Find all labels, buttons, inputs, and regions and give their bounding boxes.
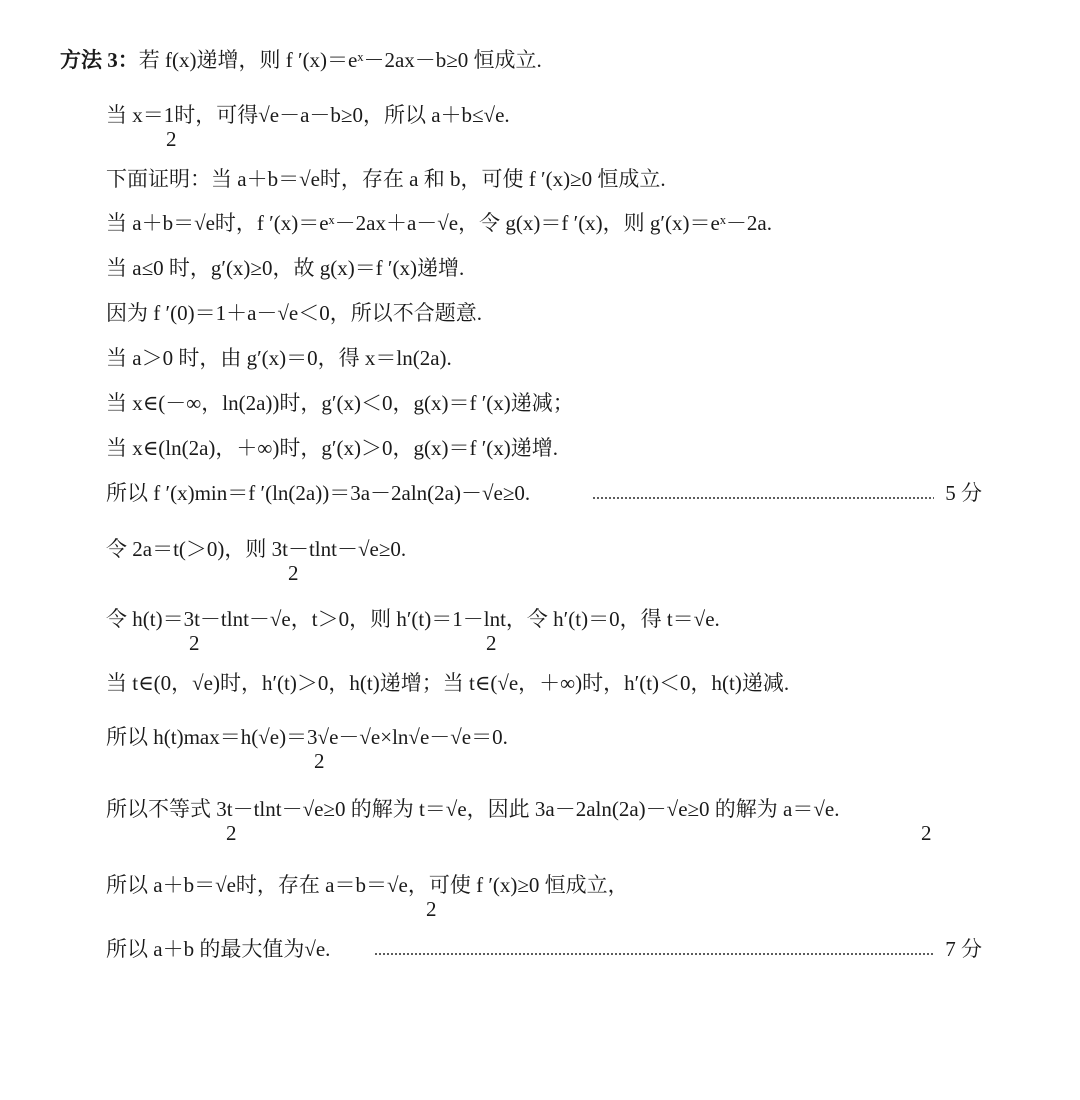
solution-line-15: 所以 a＋b＝√e时，存在 a＝b＝√e，可使 f ′(x)≥0 恒成立， [106,873,629,897]
score-points: 7 分 [945,937,982,961]
fraction-denominator: 2 [314,749,325,773]
method-statement: 若 f(x)递增，则 f ′(x)＝eˣ－2ax－b≥0 恒成立. [138,48,542,72]
leader-dots [374,953,934,955]
fraction-denominator: 2 [288,561,299,585]
leader-dots [592,497,934,499]
solution-line-3: 当 a＋b＝√e时，f ′(x)＝eˣ－2ax＋a－√e，令 g(x)＝f ′(x)，则 g′(x)＝eˣ－2a. [106,211,772,235]
fraction-denominator: 2 [189,631,200,655]
score-points: 5 分 [945,481,982,505]
solution-line-2: 下面证明：当 a＋b＝√e时，存在 a 和 b，可使 f ′(x)≥0 恒成立. [106,167,666,191]
solution-line-14: 所以不等式 3t－tlnt－√e≥0 的解为 t＝√e，因此 3a－2aln(2a)－√e≥0 的解为 a＝√e. [106,797,840,821]
solution-line-12: 当 t∈(0，√e)时，h′(t)＞0，h(t)递增；当 t∈(√e，＋∞)时，h′(t)＜0，h(t)递减. [106,671,790,695]
solution-line-11: 令 h(t)＝3t－tlnt－√e，t＞0，则 h′(t)＝1－lnt，令 h′(t)＝0，得 t＝√e. [106,607,720,631]
fraction-denominator: 2 [921,821,932,845]
solution-line-10: 令 2a＝t(＞0)，则 3t－tlnt－√e≥0. [106,537,407,561]
solution-line-13: 所以 h(t)max＝h(√e)＝3√e－√e×ln√e－√e＝0. [106,725,508,749]
solution-line-16: 所以 a＋b 的最大值为√e. [106,937,331,961]
solution-line-4: 当 a≤0 时，g′(x)≥0，故 g(x)＝f ′(x)递增. [106,256,465,280]
solution-line-5: 因为 f ′(0)＝1＋a－√e＜0，所以不合题意. [106,301,482,325]
fraction-denominator: 2 [426,897,437,921]
fraction-denominator: 2 [226,821,237,845]
solution-line-7: 当 x∈(－∞，ln(2a))时，g′(x)＜0，g(x)＝f ′(x)递减； [106,391,574,415]
method-label: 方法 3： [60,48,139,72]
method-line [60,48,542,72]
solution-line-9: 所以 f ′(x)min＝f ′(ln(2a))＝3a－2aln(2a)－√e≥0. [106,481,531,505]
solution-line-8: 当 x∈(ln(2a)，＋∞)时，g′(x)＞0，g(x)＝f ′(x)递增. [106,436,559,460]
solution-line-1: 当 x＝1时，可得√e－a－b≥0，所以 a＋b≤√e. [106,103,510,127]
fraction-denominator: 2 [486,631,497,655]
fraction-denominator: 2 [166,127,177,151]
solution-line-6: 当 a＞0 时，由 g′(x)＝0，得 x＝ln(2a). [106,346,452,370]
